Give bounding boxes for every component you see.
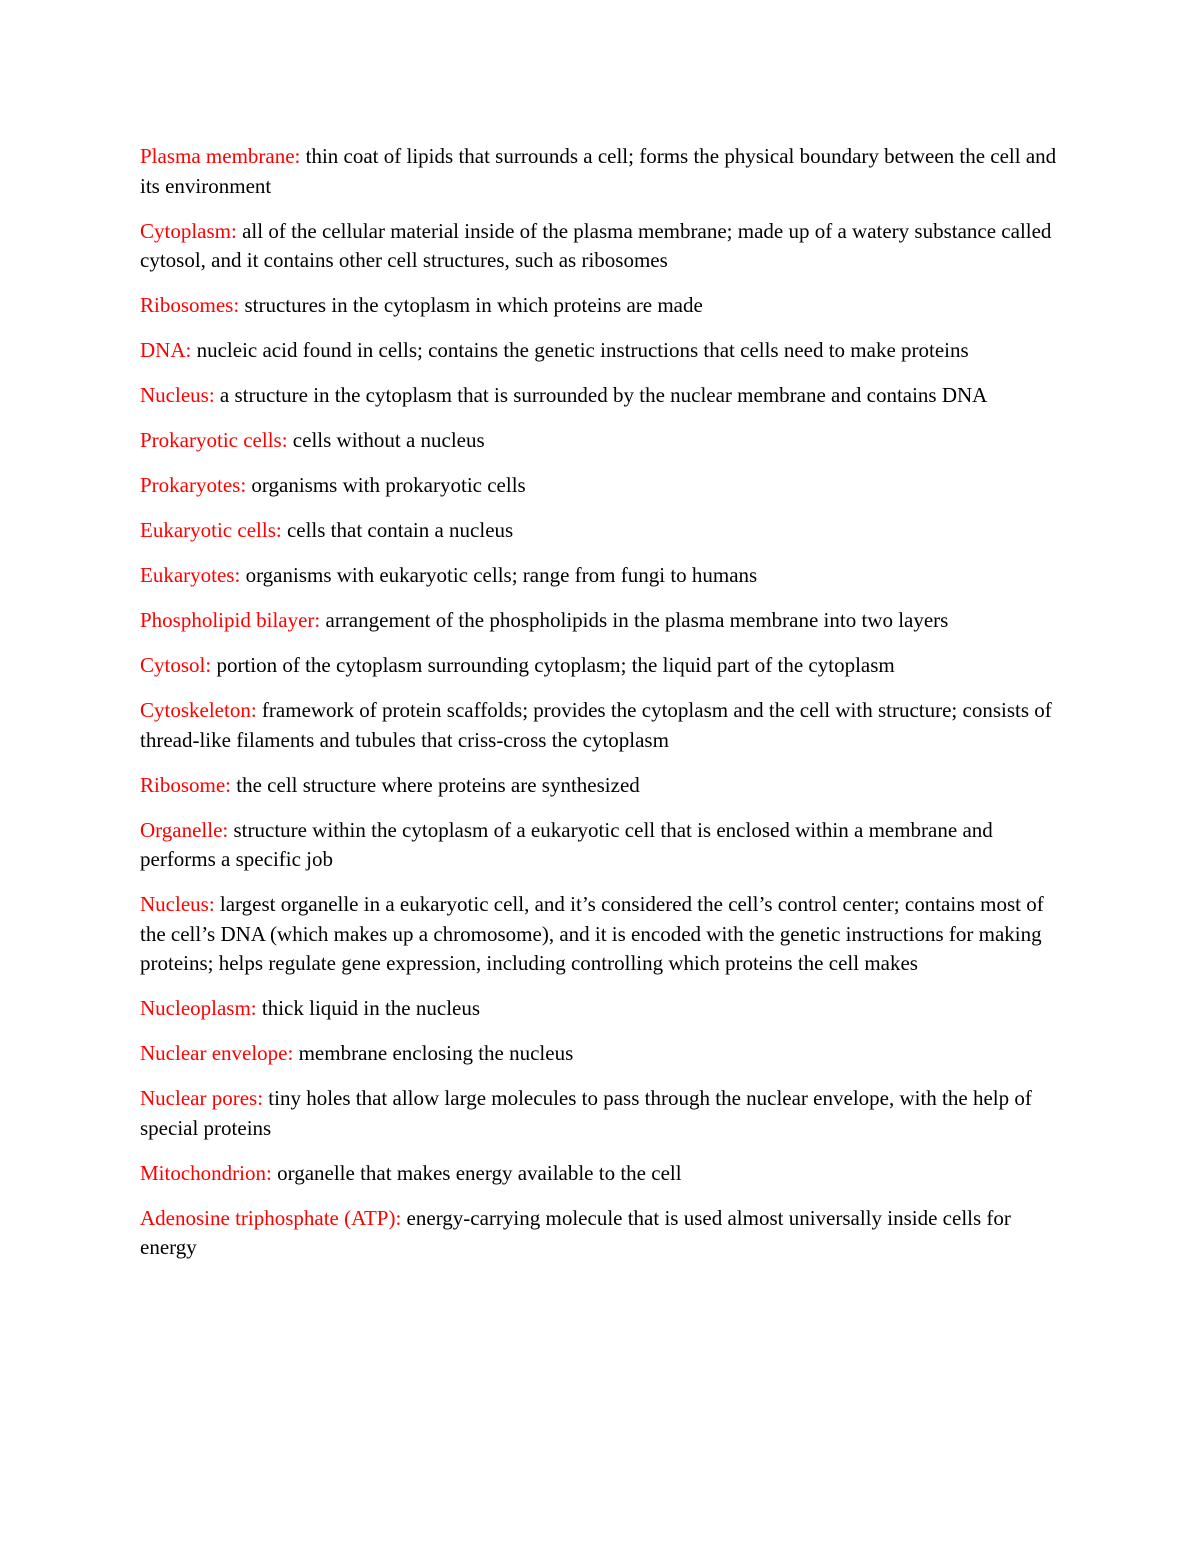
glossary-entry-cytoplasm xyxy=(140,217,1065,276)
glossary-entry-plasma-membrane xyxy=(140,142,1065,201)
term: Prokaryotes: xyxy=(140,473,247,497)
glossary-entry-dna xyxy=(140,336,1065,366)
glossary-entry-eukaryotic-cells xyxy=(140,516,1065,546)
definition: the cell structure where proteins are synthesized xyxy=(231,772,640,797)
definition: thin coat of lipids that surrounds a cell; forms the physical boundary between the cell and its environment xyxy=(140,144,1057,198)
glossary-entry-prokaryotes xyxy=(140,471,1065,501)
term: Nucleoplasm: xyxy=(140,996,257,1020)
glossary-entry-ribosome xyxy=(140,771,1065,801)
term: Eukaryotes: xyxy=(140,563,241,587)
glossary-entry-phospholipid-bilayer xyxy=(140,606,1065,636)
glossary-entry-prokaryotic-cells xyxy=(140,426,1065,456)
term: Nucleus: xyxy=(140,892,215,916)
definition: arrangement of the phospholipids in the plasma membrane into two layers xyxy=(320,608,949,632)
term: Organelle: xyxy=(140,817,229,842)
definition: tiny holes that allow large molecules to pass through the nuclear envelope, with the help of special proteins xyxy=(140,1086,1032,1140)
definition: cells without a nucleus xyxy=(287,428,485,452)
definition: membrane enclosing the nucleus xyxy=(293,1041,574,1065)
glossary-entry-nucleus xyxy=(140,381,1065,411)
definition: organisms with eukaryotic cells; range from fungi to humans xyxy=(240,563,758,587)
definition: organelle that makes energy available to the cell xyxy=(271,1160,682,1185)
term: Nucleus: xyxy=(140,383,215,407)
definition: energy-carrying molecule that is used almost universally inside cells for energy xyxy=(140,1205,1011,1259)
term: Phospholipid bilayer: xyxy=(140,608,321,632)
definition: framework of protein scaffolds; provides the cytoplasm and the cell with structure; consists of thread-like filaments and tubules that criss-cross the cytoplasm xyxy=(140,698,1052,752)
glossary-entry-organelle xyxy=(140,816,1065,875)
definition: a structure in the cytoplasm that is surrounded by the nuclear membrane and contains DNA xyxy=(214,383,988,407)
definition: thick liquid in the nucleus xyxy=(256,996,481,1020)
glossary-entry-nucleoplasm xyxy=(140,994,1065,1024)
term: Cytoskeleton: xyxy=(140,698,257,722)
definition: all of the cellular material inside of the plasma membrane; made up of a watery substance called cytosol, and it contains other cell structures, such as ribosomes xyxy=(140,218,1052,272)
glossary-entry-nucleus-2 xyxy=(140,890,1065,979)
definition: structure within the cytoplasm of a eukaryotic cell that is enclosed within a membrane and performs a specific job xyxy=(140,817,993,871)
term: Nuclear pores: xyxy=(140,1086,264,1110)
term: Nuclear envelope: xyxy=(140,1041,294,1065)
definition: organisms with prokaryotic cells xyxy=(246,473,526,497)
term: Mitochondrion: xyxy=(140,1160,272,1185)
term: DNA: xyxy=(140,338,192,362)
definition: cells that contain a nucleus xyxy=(281,518,514,542)
term: Cytosol: xyxy=(140,653,212,677)
glossary-entry-nuclear-pores xyxy=(140,1084,1065,1143)
term: Prokaryotic cells: xyxy=(140,428,288,452)
glossary-entry-eukaryotes xyxy=(140,561,1065,591)
term: Plasma membrane: xyxy=(140,144,301,168)
term: Ribosomes: xyxy=(140,293,240,317)
glossary-entry-cytosol xyxy=(140,651,1065,681)
term: Ribosome: xyxy=(140,772,232,797)
glossary-entry-atp xyxy=(140,1204,1065,1263)
glossary-entry-nuclear-envelope xyxy=(140,1039,1065,1069)
definition: nucleic acid found in cells; contains the genetic instructions that cells need to make proteins xyxy=(191,338,969,362)
glossary-entry-cytoskeleton xyxy=(140,696,1065,755)
term: Adenosine triphosphate (ATP): xyxy=(140,1205,402,1230)
document-page xyxy=(140,142,1065,1278)
glossary-entry-mitochondrion xyxy=(140,1159,1065,1189)
glossary-entry-ribosomes xyxy=(140,291,1065,321)
definition: largest organelle in a eukaryotic cell, and it’s considered the cell’s control center; contains most of the cell’s DNA (which makes up a chromosome), and it is encoded with the genetic instructions for making proteins; helps regulate gene expression, including controlling which proteins the cell makes xyxy=(140,892,1044,975)
term: Eukaryotic cells: xyxy=(140,518,282,542)
definition: portion of the cytoplasm surrounding cytoplasm; the liquid part of the cytoplasm xyxy=(211,653,895,677)
definition: structures in the cytoplasm in which proteins are made xyxy=(239,293,703,317)
term: Cytoplasm: xyxy=(140,218,237,243)
